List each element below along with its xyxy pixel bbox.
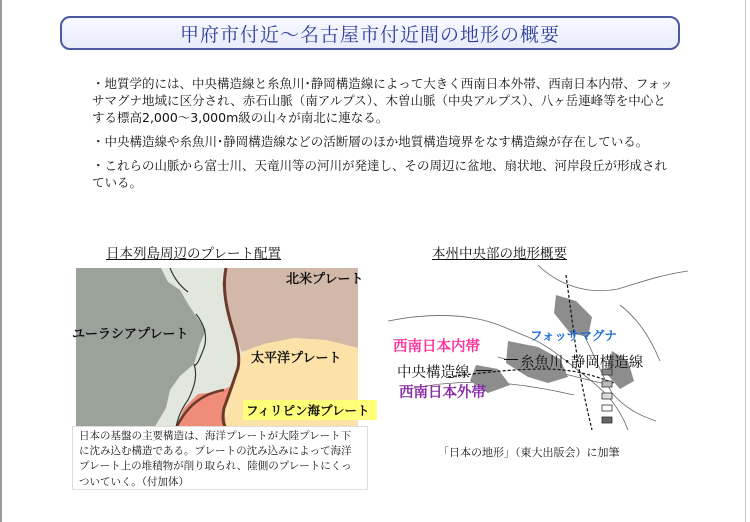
plate-note: 日本の基盤の主要構造は、海洋プレートが大陸プレート下に沈み込む構造である。プレートの沈み込みによって海洋プレート上の堆積物が削り取られ、陸側のプレートにくっついていく。（付加体） <box>72 426 368 490</box>
bullet-rivers: ・これらの山脈から富士川、天竜川等の河川が発達し、その周辺に盆地、扇状地、河岸段丘が形成されている。 <box>92 158 668 190</box>
arrow-median-line <box>476 370 492 371</box>
plate-map-caption: 日本列島周辺のプレート配置 <box>106 246 281 262</box>
terrain-map-source: 「日本の地形」（東大出版会）に加筆 <box>438 446 620 459</box>
bullet-geology: ・地質学的には、中央構造線と糸魚川･静岡構造線によって大きく西南日本外帯、西南日本内帯、フォッサマグナ地域に区分され、赤石山脈（南アルプス）、木曽山脈（中央アルプス）、八ヶ岳連峰等を中心とする標高2,000～3,000m級の山々が南北に連なる。 <box>92 76 673 125</box>
label-fossa-magna: フォッサマグナ <box>530 328 617 343</box>
label-pacific-plate: 太平洋プレート <box>251 351 342 366</box>
label-inner-belt: 西南日本内帯 <box>393 339 480 355</box>
terrain-map-caption: 本州中央部の地形概要 <box>432 246 567 262</box>
label-eurasia-plate: ユーラシアプレート <box>72 327 189 342</box>
terrain-hatch <box>470 295 634 393</box>
title-box <box>60 16 680 50</box>
bullet-faults: ・中央構造線や糸魚川･静岡構造線などの活断層のほか地質構造境界をなす構造線が存在している。 <box>92 134 649 149</box>
label-philippine-text: フィリピン海プレート <box>246 403 370 418</box>
label-outer-belt: 西南日本外帯 <box>399 385 486 401</box>
page-title: 甲府市付近～名古屋市付近間の地形の概要 <box>179 23 560 46</box>
label-north-america-plate: 北米プレート <box>286 272 364 287</box>
left-edge <box>0 0 2 522</box>
right-edge <box>745 0 746 522</box>
label-median-tectonic-line: 中央構造線 <box>397 365 470 381</box>
arrow-itoigawa <box>504 359 518 360</box>
bullet-list <box>92 75 677 198</box>
label-itoigawa-shizuoka-line: 糸魚川･静岡構造線 <box>520 355 644 371</box>
label-philippine-plate <box>243 400 377 420</box>
